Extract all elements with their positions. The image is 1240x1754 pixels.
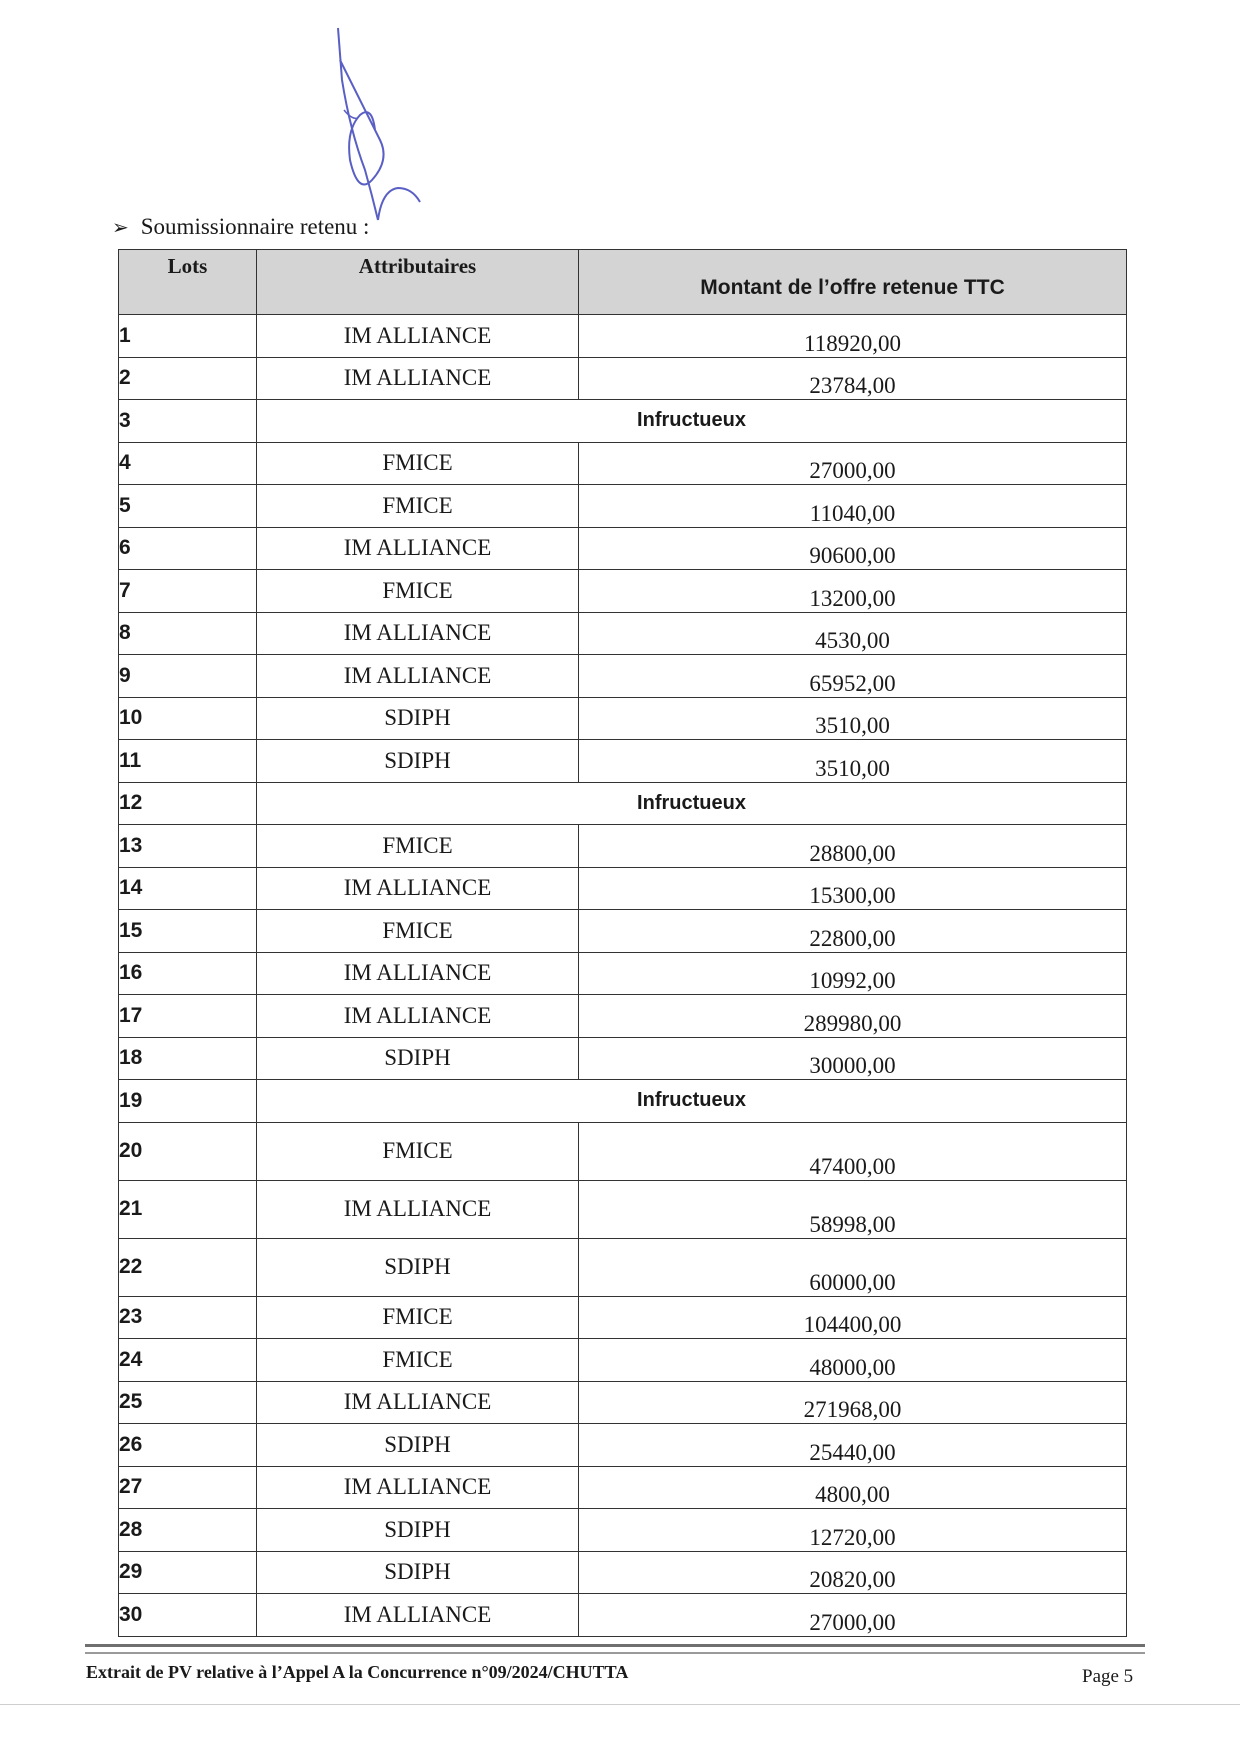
page-number: Page 5 [1082,1666,1134,1687]
lot-vendor: IM ALLIANCE [257,655,579,698]
lot-amount: 27000,00 [579,442,1127,485]
lot-number: 28 [119,1509,257,1552]
lot-amount: 65952,00 [579,655,1127,698]
lot-vendor: FMICE [257,1122,579,1180]
lot-number: 30 [119,1594,257,1637]
table-body [119,315,1127,1637]
lot-vendor: IM ALLIANCE [257,1180,579,1238]
footer-divider [85,1644,1145,1654]
lot-vendor: IM ALLIANCE [257,527,579,570]
lot-vendor: IM ALLIANCE [257,952,579,995]
lot-status: Infructueux [257,1080,1127,1123]
lot-amount: 30000,00 [579,1037,1127,1080]
lot-status: Infructueux [257,400,1127,443]
lot-number: 18 [119,1037,257,1080]
lot-number: 21 [119,1180,257,1238]
header-lots: Lots [119,250,257,315]
lot-vendor: SDIPH [257,740,579,783]
lot-status: Infructueux [257,782,1127,825]
lot-amount: 27000,00 [579,1594,1127,1637]
lot-vendor: FMICE [257,1339,579,1382]
table-row [119,740,1127,783]
table-row [119,1424,1127,1467]
lot-amount: 90600,00 [579,527,1127,570]
table-row [119,1466,1127,1509]
lot-amount: 10992,00 [579,952,1127,995]
lot-amount: 47400,00 [579,1122,1127,1180]
lot-vendor: FMICE [257,570,579,613]
lot-amount: 3510,00 [579,740,1127,783]
lot-number: 27 [119,1466,257,1509]
lot-vendor: SDIPH [257,1238,579,1296]
table-row [119,1339,1127,1382]
table-row [119,1037,1127,1080]
lot-number: 7 [119,570,257,613]
footer-reference: Extrait de PV relative à l’Appel A la Concurrence n°09/2024/CHUTTA [86,1662,629,1682]
table-row [119,442,1127,485]
lot-number: 6 [119,527,257,570]
lot-vendor: IM ALLIANCE [257,867,579,910]
table-row [119,1381,1127,1424]
awarded-bidders-table [118,249,1127,1637]
lot-vendor: SDIPH [257,1551,579,1594]
table-row [119,655,1127,698]
header-attributaires: Attributaires [257,250,579,315]
lot-amount: 25440,00 [579,1424,1127,1467]
table-row [119,1594,1127,1637]
lot-amount: 20820,00 [579,1551,1127,1594]
lot-amount: 4530,00 [579,612,1127,655]
table-header-row [119,250,1127,315]
table-row [119,1551,1127,1594]
table-row [119,612,1127,655]
lot-number: 8 [119,612,257,655]
table-row [119,697,1127,740]
lot-number: 14 [119,867,257,910]
table-row [119,825,1127,868]
lot-amount: 28800,00 [579,825,1127,868]
lot-number: 4 [119,442,257,485]
lot-number: 11 [119,740,257,783]
table-row [119,315,1127,358]
table-row [119,1238,1127,1296]
arrowhead-bullet-icon: ➢ [112,215,129,239]
lot-vendor: SDIPH [257,1037,579,1080]
lot-number: 12 [119,782,257,825]
lot-vendor: SDIPH [257,697,579,740]
table-row [119,995,1127,1038]
lot-number: 19 [119,1080,257,1123]
lot-amount: 58998,00 [579,1180,1127,1238]
lot-number: 13 [119,825,257,868]
lot-amount: 289980,00 [579,995,1127,1038]
table-row [119,357,1127,400]
lot-number: 1 [119,315,257,358]
lot-amount: 104400,00 [579,1296,1127,1339]
lot-vendor: SDIPH [257,1424,579,1467]
lot-number: 16 [119,952,257,995]
lot-amount: 271968,00 [579,1381,1127,1424]
lot-number: 9 [119,655,257,698]
lot-amount: 12720,00 [579,1509,1127,1552]
lot-amount: 118920,00 [579,315,1127,358]
lot-amount: 23784,00 [579,357,1127,400]
lot-number: 15 [119,910,257,953]
table-row [119,400,1127,443]
lot-amount: 11040,00 [579,485,1127,528]
lot-vendor: SDIPH [257,1509,579,1552]
lot-amount: 13200,00 [579,570,1127,613]
table-row [119,1122,1127,1180]
lot-amount: 48000,00 [579,1339,1127,1382]
handwritten-signature [320,20,440,230]
table-row [119,570,1127,613]
lot-vendor: IM ALLIANCE [257,1466,579,1509]
header-montant: Montant de l’offre retenue TTC [579,250,1127,315]
table-row [119,867,1127,910]
table-row [119,485,1127,528]
lot-vendor: IM ALLIANCE [257,612,579,655]
table-row [119,1080,1127,1123]
footer-base-line [0,1704,1240,1705]
lot-number: 24 [119,1339,257,1382]
lot-vendor: IM ALLIANCE [257,315,579,358]
lot-amount: 15300,00 [579,867,1127,910]
lot-number: 26 [119,1424,257,1467]
lot-vendor: FMICE [257,910,579,953]
lot-number: 5 [119,485,257,528]
lot-vendor: IM ALLIANCE [257,995,579,1038]
lot-vendor: FMICE [257,825,579,868]
table-row [119,1180,1127,1238]
lot-vendor: IM ALLIANCE [257,1381,579,1424]
section-heading-text: Soumissionnaire retenu : [140,214,370,239]
lot-amount: 22800,00 [579,910,1127,953]
lot-vendor: FMICE [257,442,579,485]
lot-number: 23 [119,1296,257,1339]
lot-number: 2 [119,357,257,400]
table-row [119,1509,1127,1552]
lot-number: 17 [119,995,257,1038]
lot-vendor: IM ALLIANCE [257,1594,579,1637]
lot-number: 10 [119,697,257,740]
lot-number: 22 [119,1238,257,1296]
table-row [119,782,1127,825]
lot-vendor: FMICE [257,485,579,528]
lot-vendor: IM ALLIANCE [257,357,579,400]
section-heading [112,214,369,240]
lot-amount: 3510,00 [579,697,1127,740]
lot-amount: 4800,00 [579,1466,1127,1509]
lot-number: 29 [119,1551,257,1594]
table-row [119,527,1127,570]
table-row [119,910,1127,953]
lot-number: 25 [119,1381,257,1424]
lot-number: 3 [119,400,257,443]
lot-amount: 60000,00 [579,1238,1127,1296]
lot-number: 20 [119,1122,257,1180]
table-row [119,1296,1127,1339]
table-row [119,952,1127,995]
lot-vendor: FMICE [257,1296,579,1339]
